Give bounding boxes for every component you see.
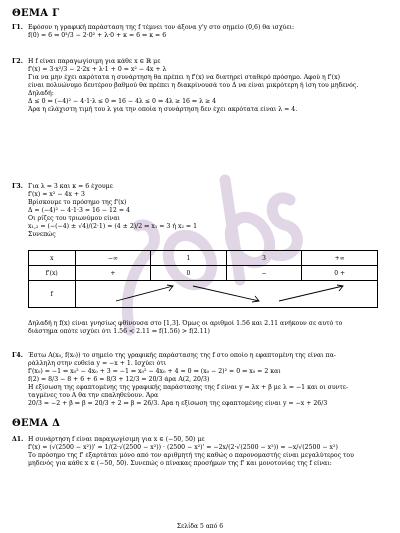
text-line: Οι ρίζες του τριωνύμου είναι bbox=[28, 215, 120, 222]
table-cell bbox=[302, 266, 378, 281]
question-label: Γ1. bbox=[12, 24, 23, 31]
table-row bbox=[29, 251, 378, 266]
question-g2 bbox=[12, 58, 390, 114]
section-title-g: ΘΕΜΑ Γ bbox=[12, 8, 60, 19]
text-line: Εφόσον η γραφική παράσταση της f τέμνει τον άξονα y'y στο σημείο (0,6) θα ισχύει: bbox=[28, 24, 295, 31]
equation-line: f'(x) = (√(2500 − x²))' = 1/(2·√(2500 − x²)) · (2500 − x²)' = −2x/(2·√(2500 − x²)) = −x/√(2500 − x²) bbox=[28, 444, 338, 451]
text-line: Το πρόσημο της f' εξαρτάται μόνο από τον αριθμητή της καθώς ο παρονομαστής είναι μεγαλύτερος του bbox=[28, 452, 354, 459]
g3-conclusion bbox=[12, 320, 390, 336]
page-footer: Σελίδα 5 από 6 bbox=[176, 523, 224, 530]
table-cell: 3 bbox=[226, 251, 302, 266]
table-cell: − bbox=[226, 266, 302, 281]
monotonicity-arrows bbox=[75, 281, 377, 308]
question-label: Γ2. bbox=[12, 58, 23, 65]
question-g1 bbox=[12, 24, 390, 40]
section-title-d: ΘΕΜΑ Δ bbox=[12, 418, 61, 429]
table-cell-value: 0 bbox=[334, 269, 339, 277]
table-cell: −∞ bbox=[75, 251, 151, 266]
question-label: Γ4. bbox=[12, 352, 23, 359]
arrow-graphic bbox=[81, 281, 371, 305]
table-cell: f bbox=[29, 281, 76, 308]
text-line: Άρα η ελάχιστη τιμή του λ για την οποία η συνάρτηση δεν έχει ακρότατα είναι λ = 4. bbox=[28, 106, 298, 113]
text-line: διάστημα οπότε ισχύει ότι 1.56 < 2.11 ⇔ f(1.56) > f(2.11) bbox=[28, 328, 210, 335]
question-d1 bbox=[12, 436, 390, 468]
equation-line: Δ ≤ 0 ⇔ (−4)² − 4·1·λ ≤ 0 ⇔ 16 − 4λ ≤ 0 ⇔ 4λ ≥ 16 ⇔ λ ≥ 4 bbox=[28, 98, 217, 105]
question-label: Γ3. bbox=[12, 183, 23, 190]
text-line: ράλληλη στην ευθεία y = −x + 1. Ισχύει ότι bbox=[28, 360, 167, 367]
table-row bbox=[29, 281, 378, 308]
text-line: Η εξίσωση της εφαπτομένης της γραφικής παράστασης της f είναι y = λx + β με λ = −1 και οι συντε- bbox=[28, 384, 349, 391]
equation-line: f'(x) = 3·x²/3 − 2·2x + λ·1 + 0 = x² − 4x + λ bbox=[28, 66, 167, 73]
text-line: ταγμένες του A θα την επαληθεύουν. Άρα bbox=[28, 392, 159, 399]
equation-line: x₁,₂ = (−(−4) ± √4)/(2·1) = (4 ± 2)/2 ⇔ x₁ = 3 ή x₂ = 1 bbox=[28, 223, 198, 230]
text-line: Συνεπώς bbox=[28, 231, 56, 238]
question-g4 bbox=[12, 352, 390, 408]
text-line: μηδενός για κάθε x ∈ (−50, 50). Συνεπώς ο πίνακας προσήμων της f' και μονοτονίας της f είναι: bbox=[28, 460, 332, 467]
equation-line: 20/3 = −2 + β ⇔ β = 20/3 + 2 ⇔ β = 26/3. Άρα η εξίσωση της εφαπτομένης είναι y = −x + 26/3 bbox=[28, 400, 328, 407]
equation-line: f'(x) = x² − 4x + 3 bbox=[28, 191, 85, 198]
equation-line: f(2) = 8/3 − 8 + 6 + 6 = 8/3 + 12/3 = 20/3 άρα A(2, 20/3) bbox=[28, 376, 210, 383]
table-cell: 1 bbox=[151, 251, 227, 266]
text-line: Βρίσκουμε το πρόσημο της f'(x) bbox=[28, 199, 127, 206]
text-line: Δηλαδή: bbox=[28, 90, 54, 97]
table-cell: + bbox=[75, 266, 151, 281]
text-line: Δηλαδή η f(x) είναι γνησίως φθίνουσα στο [1,3]. Όμως οι αριθμοί 1.56 και 2.11 ανήκουν σε αυτό το bbox=[28, 320, 343, 327]
text-line: Για να μην έχει ακρότατα η συνάρτηση θα πρέπει η f'(x) να διατηρεί σταθερό πρόσημο. Αφού η f'(x) bbox=[28, 74, 340, 81]
text-line: Έστω A(x₀, f(x₀)) το σημείο της γραφικής παράστασης της f στο οποίο η εφαπτομένη της είναι πα- bbox=[28, 352, 336, 359]
text-line: είναι πολυώνυμο δευτέρου βαθμού θα πρέπει η διακρίνουσά του Δ να είναι μικρότερη ή ίση του μηδενός. bbox=[28, 82, 359, 89]
equation-line: f'(x₀) = −1 ⇔ x₀² − 4x₀ + 3 = −1 ⇔ x₀² − 4x₀ + 4 = 0 ⇔ (x₀ − 2)² = 0 ⇔ x₀ = 2 και bbox=[28, 368, 281, 375]
table-cell-value: 0 bbox=[186, 269, 191, 277]
table-cell: +∞ bbox=[302, 251, 378, 266]
text-line: Για λ = 3 και κ = 6 έχουμε bbox=[28, 183, 113, 190]
equation-line: f(0) = 6 ⇔ 0³/3 − 2·0² + λ·0 + κ = 6 ⇔ κ = 6 bbox=[28, 32, 167, 39]
table-cell: x bbox=[29, 251, 76, 266]
text-line: Η συνάρτηση f είναι παραγωγίσιμη για x ∈ (−50, 50) με bbox=[28, 436, 205, 443]
table-cell: f'(x) bbox=[29, 266, 76, 281]
table-row bbox=[29, 266, 378, 281]
table-cell bbox=[151, 266, 227, 281]
table-cell-value: + bbox=[340, 269, 346, 277]
text-line: Η f είναι παραγωγίσιμη για κάθε x ∈ ℝ με bbox=[28, 58, 161, 65]
question-g3 bbox=[12, 183, 390, 239]
equation-line: Δ = (−4)² − 4·1·3 = 16 − 12 = 4 bbox=[28, 207, 130, 214]
question-label: Δ1. bbox=[12, 436, 24, 443]
sign-table bbox=[28, 250, 378, 308]
